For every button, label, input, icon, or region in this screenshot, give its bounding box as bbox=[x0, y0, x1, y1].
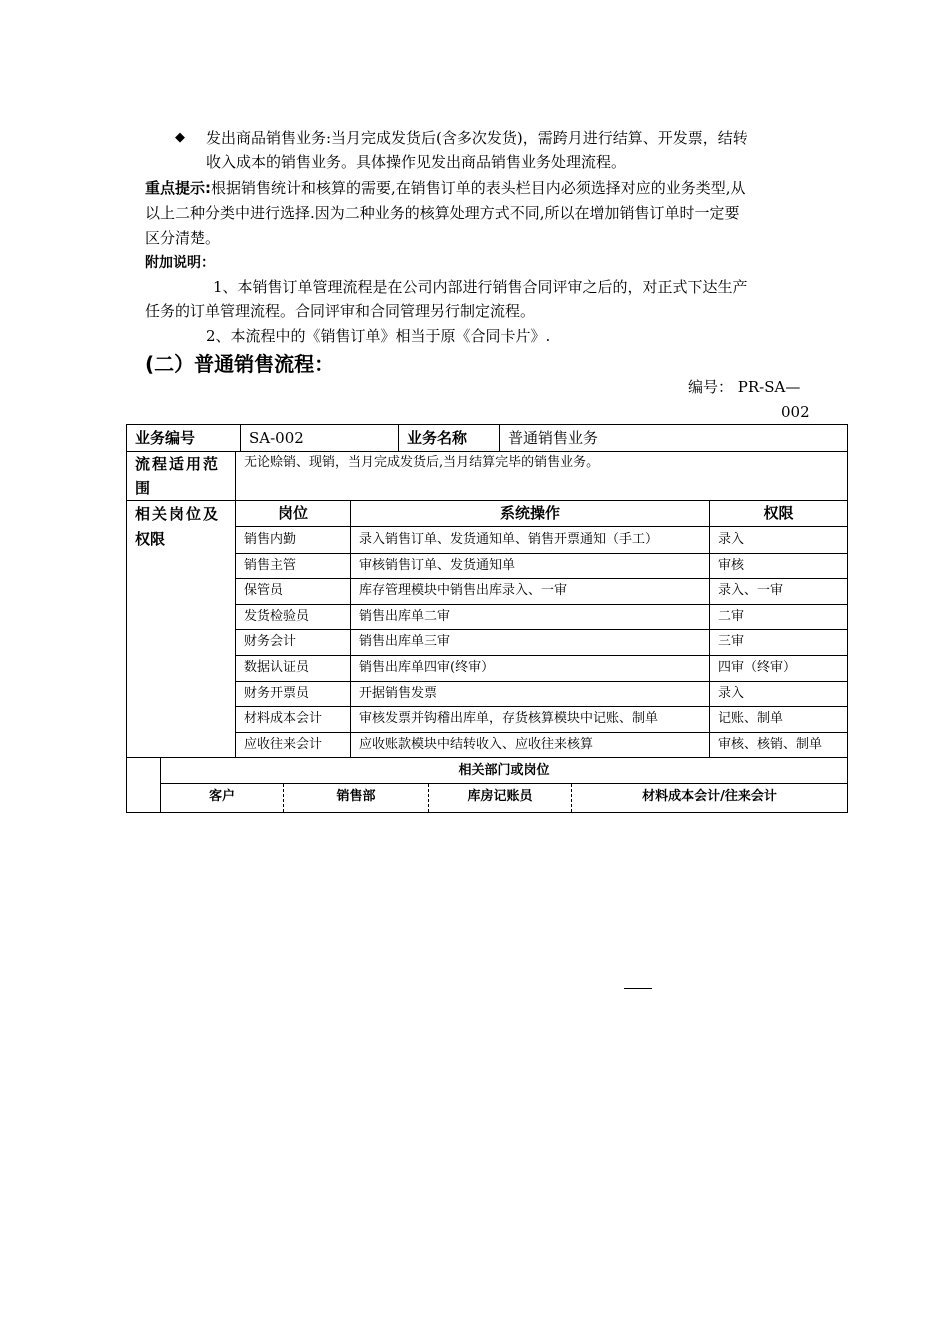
key-tip-line-2: 以上二种分类中进行选择.因为二种业务的核算处理方式不同,所以在增加销售订单时一定要 bbox=[145, 204, 740, 222]
role-perm-cell: 二审 bbox=[718, 609, 745, 624]
dept-col-customer: 客户 bbox=[208, 789, 235, 804]
role-op-cell: 库存管理模块中销售出库录入、一审 bbox=[359, 583, 568, 598]
key-tip-label: 重点提示: bbox=[145, 179, 211, 197]
key-tip-line-1 bbox=[145, 176, 746, 200]
roles-label-1: 相关岗位及 bbox=[135, 505, 221, 523]
role-perm-cell: 录入、一审 bbox=[718, 583, 784, 598]
role-post-cell: 销售内勤 bbox=[244, 532, 297, 547]
col-perm-header: 权限 bbox=[763, 504, 794, 522]
role-perm-cell: 录入 bbox=[718, 532, 745, 547]
role-post-cell: 保管员 bbox=[244, 583, 284, 598]
section-title: (二）普通销售流程： bbox=[145, 352, 335, 376]
extra-note-1-line-2: 任务的订单管理流程。合同评审和合同管理另行制定流程。 bbox=[145, 302, 536, 320]
role-op-cell: 开据销售发票 bbox=[359, 686, 438, 701]
decorative-dash bbox=[624, 988, 652, 989]
dept-col-sales: 销售部 bbox=[336, 789, 376, 804]
role-post-cell: 财务会计 bbox=[244, 634, 297, 649]
role-op-cell: 销售出库单三审 bbox=[359, 634, 451, 649]
role-op-cell: 销售出库单四审(终审） bbox=[359, 660, 495, 675]
role-op-cell: 应收账款模块中结转收入、应收往来核算 bbox=[359, 737, 594, 752]
col-op-header: 系统操作 bbox=[499, 504, 560, 522]
role-post-cell: 财务开票员 bbox=[244, 686, 310, 701]
bullet-diamond-icon: ◆ bbox=[175, 130, 185, 145]
role-perm-cell: 审核 bbox=[718, 558, 745, 573]
scope-label-1: 流程适用范 bbox=[135, 455, 221, 473]
role-perm-cell: 记账、制单 bbox=[718, 711, 784, 726]
extra-note-2: 2、本流程中的《销售订单》相当于原《合同卡片》. bbox=[206, 327, 551, 345]
role-op-cell: 录入销售订单、发货通知单、销售开票通知（手工） bbox=[359, 532, 659, 547]
biz-name-value: 普通销售业务 bbox=[508, 429, 599, 447]
role-op-cell: 审核发票并钩稽出库单，存货核算模块中记账、制单 bbox=[359, 711, 659, 726]
biz-name-label: 业务名称 bbox=[407, 429, 468, 447]
dept-header: 相关部门或岗位 bbox=[458, 763, 550, 778]
extra-note-1-line-1: 1、本销售订单管理流程是在公司内部进行销售合同评审之后的，对正式下达生产 bbox=[213, 278, 748, 296]
role-perm-cell: 录入 bbox=[718, 686, 745, 701]
role-post-cell: 数据认证员 bbox=[244, 660, 310, 675]
doc-number-line-1: 编号： PR-SA— bbox=[688, 378, 801, 396]
role-post-cell: 发货检验员 bbox=[244, 609, 310, 624]
bullet-line-2: 收入成本的销售业务。具体操作见发出商品销售业务处理流程。 bbox=[206, 153, 627, 171]
key-tip-text-1: 根据销售统计和核算的需要,在销售订单的表头栏目内必须选择对应的业务类型,从 bbox=[211, 179, 746, 197]
dept-col-warehouse: 库房记账员 bbox=[467, 789, 533, 804]
bullet-line-1: 发出商品销售业务:当月完成发货后(含多次发货)，需跨月进行结算、开发票，结转 bbox=[206, 129, 748, 147]
biz-no-value: SA-002 bbox=[249, 429, 304, 447]
dept-col-accounting: 材料成本会计/往来会计 bbox=[642, 789, 777, 804]
role-post-cell: 材料成本会计 bbox=[244, 711, 323, 726]
role-post-cell: 销售主管 bbox=[244, 558, 297, 573]
role-op-cell: 销售出库单二审 bbox=[359, 609, 451, 624]
role-op-cell: 审核销售订单、发货通知单 bbox=[359, 558, 516, 573]
doc-number-line-2: 002 bbox=[781, 403, 810, 421]
col-post-header: 岗位 bbox=[277, 504, 308, 522]
role-perm-cell: 三审 bbox=[718, 634, 745, 649]
role-perm-cell: 四审（终审） bbox=[718, 660, 797, 675]
biz-no-label: 业务编号 bbox=[135, 429, 196, 447]
roles-label-2: 权限 bbox=[135, 530, 166, 548]
scope-label-2: 围 bbox=[135, 479, 151, 497]
role-post-cell: 应收往来会计 bbox=[244, 737, 323, 752]
extra-note-label: 附加说明： bbox=[145, 255, 215, 271]
scope-value: 无论赊销、现销，当月完成发货后,当月结算完毕的销售业务。 bbox=[244, 455, 600, 470]
role-perm-cell: 审核、核销、制单 bbox=[718, 737, 823, 752]
key-tip-line-3: 区分清楚。 bbox=[145, 229, 221, 247]
